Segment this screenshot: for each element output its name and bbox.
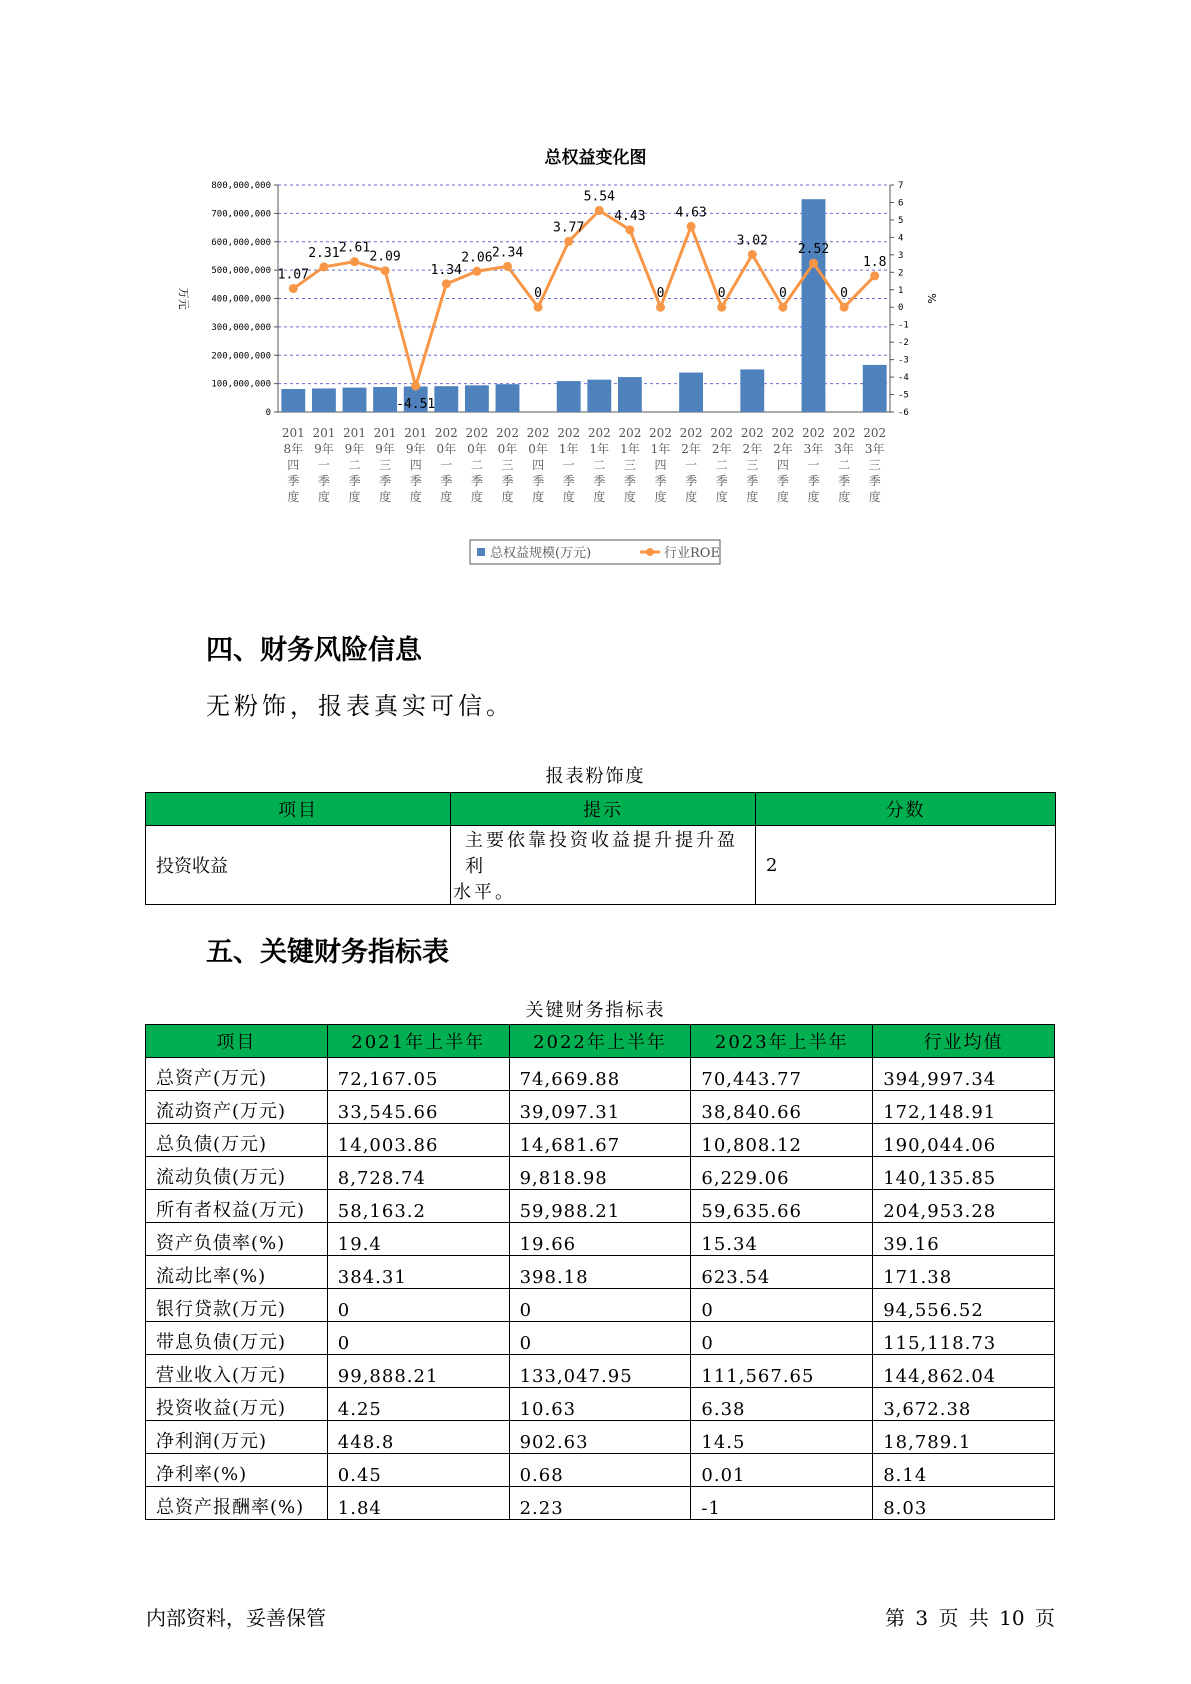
x-tick-label: 度 <box>532 490 545 504</box>
value-cell: 0.01 <box>691 1454 873 1487</box>
table-row <box>146 1223 1055 1256</box>
x-tick-label: 三 <box>501 458 514 472</box>
roe-data-label: 0 <box>840 286 849 302</box>
value-cell: 38,840.66 <box>691 1091 873 1124</box>
row-label-cell: 资产负债率(%) <box>146 1223 328 1256</box>
value-cell: 623.54 <box>691 1256 873 1289</box>
row-label-cell: 营业收入(万元) <box>146 1355 328 1388</box>
roe-point <box>595 206 604 215</box>
roe-data-label: 2.31 <box>308 245 340 261</box>
x-tick-label: 季 <box>838 474 851 488</box>
value-cell: 140,135.85 <box>873 1157 1055 1190</box>
chart-title: 总权益变化图 <box>544 148 647 168</box>
roe-data-label: 1.8 <box>862 254 887 270</box>
roe-point <box>564 237 573 246</box>
x-tick-label: 季 <box>807 474 820 488</box>
roe-data-label: 3.77 <box>553 220 585 236</box>
x-tick-label: 一 <box>807 458 820 472</box>
roe-data-label: 2.34 <box>491 245 524 261</box>
roe-data-label: 3.02 <box>736 233 768 249</box>
x-tick-label: 三 <box>868 458 881 472</box>
bar <box>863 365 887 412</box>
x-tick-label: 0年 <box>467 442 487 456</box>
y2-axis-title: % <box>925 293 938 304</box>
value-cell: 902.63 <box>509 1421 691 1454</box>
x-tick-label: 二 <box>348 458 361 472</box>
row-label-cell: 总资产(万元) <box>146 1058 328 1091</box>
roe-point <box>778 303 787 312</box>
roe-data-label: -4.51 <box>396 396 436 412</box>
x-tick-label: 3年 <box>834 442 854 456</box>
x-tick-label: 202 <box>832 426 856 440</box>
x-tick-label: 9年 <box>344 442 365 456</box>
header-cell: 2021年上半年 <box>327 1025 509 1058</box>
roe-point <box>411 381 420 390</box>
value-cell: 394,997.34 <box>873 1058 1055 1091</box>
x-tick-label: 1年 <box>620 442 640 456</box>
bar <box>618 377 642 412</box>
x-tick-label: 季 <box>593 474 606 488</box>
x-tick-label: 四 <box>409 458 422 472</box>
value-cell: 6.38 <box>691 1388 873 1421</box>
x-tick-label: 202 <box>526 426 550 440</box>
x-tick-label: 度 <box>868 490 881 504</box>
kpi-table-header <box>146 1025 1055 1058</box>
header-cell: 2022年上半年 <box>509 1025 691 1058</box>
legend-line-label: 行业ROE <box>664 546 720 561</box>
y2-tick-label: -6 <box>898 408 909 418</box>
roe-data-label: 2.09 <box>369 249 401 265</box>
bar <box>496 384 520 412</box>
value-cell: 133,047.95 <box>509 1355 691 1388</box>
roe-point <box>687 222 696 231</box>
value-cell: 70,443.77 <box>691 1058 873 1091</box>
table-row <box>146 1487 1055 1520</box>
header-cell: 提示 <box>451 793 756 826</box>
x-tick-label: 季 <box>715 474 728 488</box>
x-tick-label: 度 <box>685 490 698 504</box>
row-label-cell: 净利率(%) <box>146 1454 328 1487</box>
x-tick-label: 度 <box>348 490 361 504</box>
y2-tick-label: 7 <box>898 181 904 191</box>
table-row <box>146 1157 1055 1190</box>
value-cell: 39,097.31 <box>509 1091 691 1124</box>
value-cell: 8.14 <box>873 1454 1055 1487</box>
roe-data-label: 2.61 <box>338 240 371 256</box>
bar <box>557 381 581 412</box>
x-tick-label: 度 <box>501 490 514 504</box>
x-tick-label: 202 <box>587 426 611 440</box>
risk-hint-cell <box>451 826 756 905</box>
value-cell: 72,167.05 <box>327 1058 509 1091</box>
bar <box>465 385 489 412</box>
x-tick-label: 202 <box>679 426 703 440</box>
risk-hint-line2: 水平。 <box>453 882 516 903</box>
value-cell: 0 <box>509 1289 691 1322</box>
row-label-cell: 流动负债(万元) <box>146 1157 328 1190</box>
x-tick-label: 二 <box>470 458 483 472</box>
value-cell: 111,567.65 <box>691 1355 873 1388</box>
x-tick-label: 202 <box>465 426 489 440</box>
roe-data-label: 4.43 <box>614 208 646 224</box>
x-tick-label: 季 <box>562 474 575 488</box>
header-cell: 项目 <box>146 793 451 826</box>
x-tick-label: 度 <box>562 490 575 504</box>
x-tick-label: 一 <box>317 458 330 472</box>
x-tick-label: 1年 <box>650 442 671 456</box>
x-tick-label: 0年 <box>436 442 457 456</box>
value-cell: 398.18 <box>509 1256 691 1289</box>
x-tick-label: 季 <box>409 474 422 488</box>
value-cell: 15.34 <box>691 1223 873 1256</box>
x-tick-label: 季 <box>654 474 667 488</box>
y2-tick-label: -3 <box>898 355 909 366</box>
value-cell: 14,681.67 <box>509 1124 691 1157</box>
x-tick-label: 季 <box>501 474 514 488</box>
roe-data-label: 4.63 <box>675 205 707 221</box>
x-tick-label: 三 <box>623 458 636 472</box>
bar <box>343 388 367 412</box>
header-cell: 行业均值 <box>873 1025 1055 1058</box>
x-tick-label: 2年 <box>711 442 732 456</box>
x-tick-label: 9年 <box>314 442 334 456</box>
table-row <box>146 1355 1055 1388</box>
row-label-cell: 总资产报酬率(%) <box>146 1487 328 1520</box>
roe-point <box>350 257 359 266</box>
table-row <box>146 1388 1055 1421</box>
footer-confidential: 内部资料，妥善保管 <box>146 1606 326 1630</box>
bar <box>679 373 703 412</box>
x-tick-label: 二 <box>715 458 728 472</box>
roe-point <box>656 303 665 312</box>
y2-tick-label: 5 <box>898 215 904 226</box>
x-tick-label: 9年 <box>405 442 426 456</box>
risk-score-cell: 2 <box>756 826 1056 905</box>
y-tick-label: 800,000,000 <box>211 181 271 191</box>
roe-point <box>534 303 543 312</box>
value-cell: 172,148.91 <box>873 1091 1055 1124</box>
bar <box>802 199 826 412</box>
legend-line-marker <box>646 548 654 556</box>
x-tick-label: 度 <box>440 490 453 504</box>
x-tick-label: 3年 <box>864 442 885 456</box>
row-label-cell: 带息负债(万元) <box>146 1322 328 1355</box>
roe-point <box>319 262 328 271</box>
value-cell: 144,862.04 <box>873 1355 1055 1388</box>
risk-paragraph: 无粉饰，报表真实可信。 <box>206 692 514 720</box>
row-label-cell: 流动资产(万元) <box>146 1091 328 1124</box>
y-tick-label: 100,000,000 <box>211 379 271 390</box>
x-tick-label: 度 <box>409 490 422 504</box>
roe-point <box>717 303 726 312</box>
bar <box>312 388 336 412</box>
value-cell: 94,556.52 <box>873 1289 1055 1322</box>
value-cell: 99,888.21 <box>327 1355 509 1388</box>
x-tick-label: 季 <box>348 474 361 488</box>
roe-data-label: 0 <box>717 286 726 302</box>
table-row <box>146 1058 1055 1091</box>
section4-heading: 四、财务风险信息 <box>206 635 422 666</box>
table-row <box>146 1256 1055 1289</box>
x-tick-label: 0年 <box>497 442 518 456</box>
row-label-cell: 流动比率(%) <box>146 1256 328 1289</box>
value-cell: 190,044.06 <box>873 1124 1055 1157</box>
x-tick-label: 度 <box>593 490 606 504</box>
value-cell: 14,003.86 <box>327 1124 509 1157</box>
row-label-cell: 总负债(万元) <box>146 1124 328 1157</box>
x-tick-label: 四 <box>287 458 300 472</box>
x-tick-label: 1年 <box>589 442 610 456</box>
roe-point <box>748 250 757 259</box>
legend-bar-label: 总权益规模(万元) <box>490 546 592 561</box>
x-tick-label: 度 <box>623 490 636 504</box>
x-tick-label: 202 <box>863 426 887 440</box>
value-cell: 39.16 <box>873 1223 1055 1256</box>
y-tick-label: 300,000,000 <box>211 322 271 333</box>
x-tick-label: 度 <box>379 490 392 504</box>
roe-point <box>442 279 451 288</box>
risk-table-caption: 报表粉饰度 <box>545 766 646 787</box>
x-tick-label: 季 <box>470 474 483 488</box>
x-tick-label: 度 <box>317 490 330 504</box>
y-axis-title: 万元 <box>177 287 190 310</box>
x-tick-label: 度 <box>746 490 759 504</box>
roe-data-label: 0 <box>778 286 787 302</box>
x-tick-label: 度 <box>776 490 789 504</box>
x-tick-label: 2年 <box>681 442 701 456</box>
roe-point <box>381 266 390 275</box>
value-cell: 448.8 <box>327 1421 509 1454</box>
value-cell: 384.31 <box>327 1256 509 1289</box>
risk-item-cell: 投资收益 <box>146 826 451 905</box>
value-cell: 19.4 <box>327 1223 509 1256</box>
value-cell: 0.68 <box>509 1454 691 1487</box>
y-tick-label: 600,000,000 <box>211 237 271 248</box>
bar <box>281 389 305 412</box>
y2-tick-label: -2 <box>898 338 909 349</box>
value-cell: 4.25 <box>327 1388 509 1421</box>
x-tick-label: 度 <box>715 490 728 504</box>
legend-bar-swatch <box>477 548 485 556</box>
x-tick-label: 季 <box>440 474 453 488</box>
value-cell: 2.23 <box>509 1487 691 1520</box>
roe-point <box>870 271 879 280</box>
y2-tick-label: 3 <box>898 250 904 261</box>
table-row <box>146 1091 1055 1124</box>
x-tick-label: 一 <box>440 458 453 472</box>
x-tick-label: 季 <box>868 474 881 488</box>
table-row <box>146 1421 1055 1454</box>
value-cell: 6,229.06 <box>691 1157 873 1190</box>
value-cell: 171.38 <box>873 1256 1055 1289</box>
y2-tick-label: 4 <box>898 233 904 244</box>
table-row <box>146 1124 1055 1157</box>
value-cell: 0 <box>327 1289 509 1322</box>
kpi-table <box>145 1024 1055 1520</box>
x-tick-label: 度 <box>470 490 483 504</box>
row-label-cell: 净利润(万元) <box>146 1421 328 1454</box>
x-tick-label: 季 <box>746 474 759 488</box>
value-cell: 8,728.74 <box>327 1157 509 1190</box>
x-tick-label: 201 <box>343 426 366 440</box>
equity-chart <box>160 170 1060 600</box>
x-tick-label: 202 <box>740 426 764 440</box>
x-tick-label: 201 <box>373 426 397 440</box>
x-tick-label: 202 <box>557 426 581 440</box>
x-tick-label: 8年 <box>283 442 304 456</box>
value-cell: 8.03 <box>873 1487 1055 1520</box>
roe-point <box>472 267 481 276</box>
risk-table <box>145 792 1056 905</box>
roe-data-label: 0 <box>534 286 543 302</box>
value-cell: 74,669.88 <box>509 1058 691 1091</box>
value-cell: 0 <box>327 1322 509 1355</box>
x-tick-label: 202 <box>710 426 734 440</box>
roe-point <box>289 284 298 293</box>
y-tick-label: 0 <box>265 408 271 418</box>
x-tick-label: 二 <box>838 458 851 472</box>
x-tick-label: 9年 <box>375 442 395 456</box>
value-cell: -1 <box>691 1487 873 1520</box>
value-cell: 9,818.98 <box>509 1157 691 1190</box>
y2-tick-label: 2 <box>898 268 904 279</box>
y2-tick-label: -5 <box>898 390 909 401</box>
value-cell: 58,163.2 <box>327 1190 509 1223</box>
x-tick-label: 202 <box>771 426 795 440</box>
x-tick-label: 2年 <box>773 442 793 456</box>
x-tick-label: 季 <box>317 474 330 488</box>
roe-point <box>840 303 849 312</box>
value-cell: 59,635.66 <box>691 1190 873 1223</box>
roe-point <box>625 225 634 234</box>
x-tick-label: 度 <box>807 490 820 504</box>
footer-page-number: 第 3 页 共 10 页 <box>885 1606 1055 1630</box>
x-tick-label: 202 <box>649 426 672 440</box>
x-tick-label: 201 <box>312 426 336 440</box>
value-cell: 115,118.73 <box>873 1322 1055 1355</box>
kpi-table-body <box>146 1058 1055 1520</box>
bar <box>434 386 458 412</box>
x-tick-label: 一 <box>562 458 575 472</box>
table-row <box>146 1454 1055 1487</box>
y2-tick-label: 0 <box>898 303 904 314</box>
y-tick-label: 700,000,000 <box>211 209 271 220</box>
y-tick-label: 500,000,000 <box>211 266 271 277</box>
y2-tick-label: 1 <box>898 285 904 296</box>
y-tick-label: 200,000,000 <box>211 351 271 362</box>
table-row <box>146 1289 1055 1322</box>
x-tick-label: 季 <box>623 474 636 488</box>
table-row <box>146 1322 1055 1355</box>
kpi-table-caption: 关键财务指标表 <box>525 1000 666 1021</box>
header-cell: 分数 <box>756 793 1056 826</box>
value-cell: 0.45 <box>327 1454 509 1487</box>
value-cell: 0 <box>691 1322 873 1355</box>
x-tick-label: 0年 <box>528 442 548 456</box>
x-tick-label: 四 <box>532 458 545 472</box>
x-tick-label: 3年 <box>803 442 824 456</box>
x-tick-label: 季 <box>287 474 300 488</box>
roe-point <box>503 262 512 271</box>
risk-hint-line1: 主要依靠投资收益提升提升盈利 <box>465 830 738 877</box>
value-cell: 10.63 <box>509 1388 691 1421</box>
section5-heading: 五、关键财务指标表 <box>206 937 449 968</box>
roe-data-label: 1.07 <box>277 267 309 283</box>
value-cell: 204,953.28 <box>873 1190 1055 1223</box>
value-cell: 18,789.1 <box>873 1421 1055 1454</box>
x-tick-label: 季 <box>685 474 698 488</box>
x-tick-label: 201 <box>281 426 305 440</box>
value-cell: 10,808.12 <box>691 1124 873 1157</box>
x-tick-label: 四 <box>654 458 667 472</box>
value-cell: 33,545.66 <box>327 1091 509 1124</box>
x-tick-label: 三 <box>746 458 759 472</box>
roe-data-label: 0 <box>656 286 665 302</box>
row-label-cell: 投资收益(万元) <box>146 1388 328 1421</box>
x-tick-label: 202 <box>434 426 458 440</box>
roe-data-label: 2.06 <box>461 250 493 266</box>
bar <box>740 369 764 412</box>
value-cell: 1.84 <box>327 1487 509 1520</box>
x-tick-label: 季 <box>379 474 392 488</box>
x-tick-label: 2年 <box>742 442 763 456</box>
x-tick-label: 202 <box>496 426 519 440</box>
x-tick-label: 季 <box>776 474 789 488</box>
table-row <box>146 826 1056 905</box>
value-cell: 3,672.38 <box>873 1388 1055 1421</box>
value-cell: 0 <box>691 1289 873 1322</box>
risk-table-header <box>146 793 1056 826</box>
value-cell: 0 <box>509 1322 691 1355</box>
x-tick-label: 二 <box>593 458 606 472</box>
y-tick-label: 400,000,000 <box>211 294 271 305</box>
x-tick-label: 度 <box>838 490 851 504</box>
header-cell: 2023年上半年 <box>691 1025 873 1058</box>
header-cell: 项目 <box>146 1025 328 1058</box>
row-label-cell: 所有者权益(万元) <box>146 1190 328 1223</box>
y2-tick-label: -4 <box>898 373 909 384</box>
table-row <box>146 1190 1055 1223</box>
x-tick-label: 201 <box>404 426 428 440</box>
x-tick-label: 202 <box>802 426 825 440</box>
bar <box>587 380 611 412</box>
value-cell: 19.66 <box>509 1223 691 1256</box>
roe-data-label: 2.52 <box>797 242 830 258</box>
x-tick-label: 度 <box>287 490 300 504</box>
bar <box>373 387 397 412</box>
roe-point <box>809 259 818 268</box>
x-tick-label: 季 <box>532 474 545 488</box>
y2-tick-label: -1 <box>898 320 909 331</box>
x-tick-label: 202 <box>618 426 642 440</box>
row-label-cell: 银行贷款(万元) <box>146 1289 328 1322</box>
x-tick-label: 一 <box>685 458 698 472</box>
x-tick-label: 四 <box>776 458 789 472</box>
roe-data-label: 1.34 <box>430 262 462 278</box>
x-tick-label: 1年 <box>558 442 579 456</box>
x-tick-label: 三 <box>379 458 392 472</box>
x-tick-label: 度 <box>654 490 667 504</box>
roe-data-label: 5.54 <box>583 189 615 205</box>
value-cell: 59,988.21 <box>509 1190 691 1223</box>
value-cell: 14.5 <box>691 1421 873 1454</box>
y2-tick-label: 6 <box>898 198 904 209</box>
